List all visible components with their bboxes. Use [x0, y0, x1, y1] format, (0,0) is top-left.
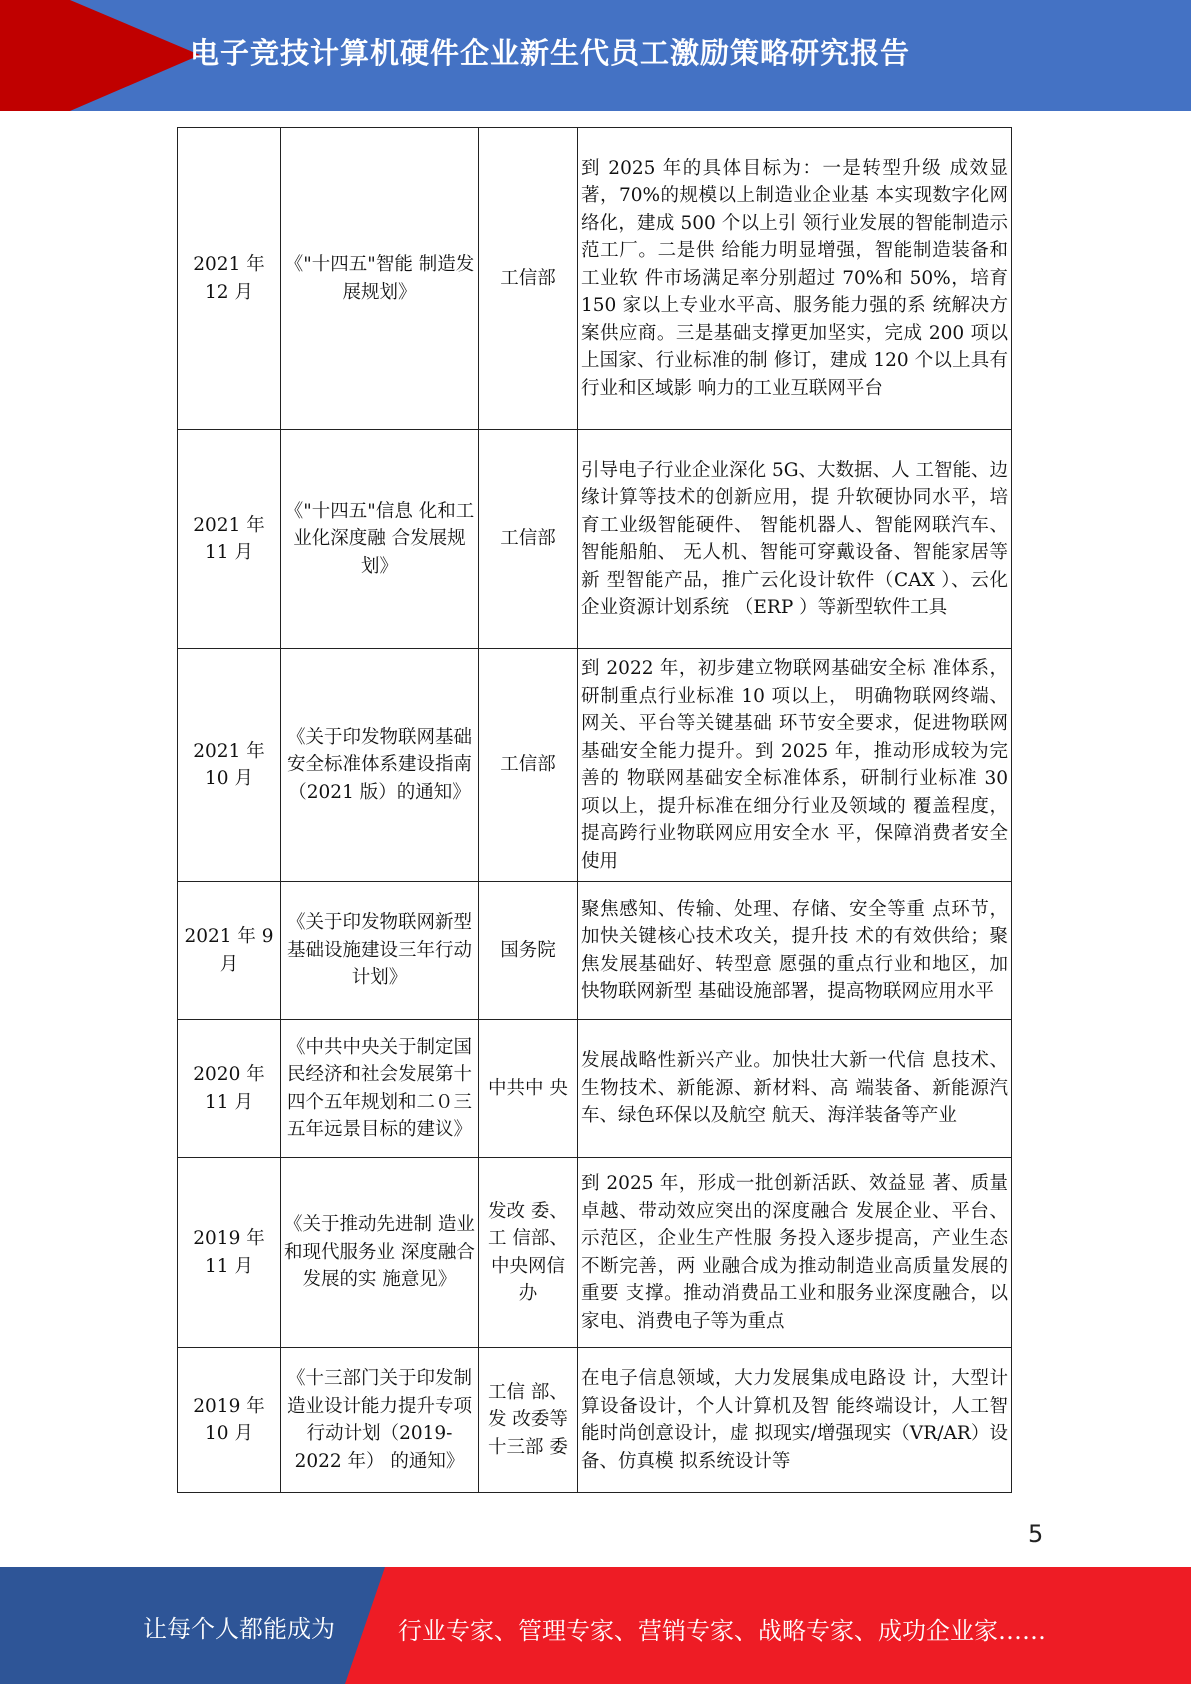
- page-footer: [0, 1567, 1191, 1684]
- policy-title-cell: 《中共中央关于制定国民经济和社会发展第十四个五年规划和二０三五年远景目标的建议》: [281, 1020, 479, 1158]
- footer-blue-slant: [345, 1567, 385, 1684]
- date-cell: 2021 年 12 月: [178, 128, 281, 430]
- header-chevron: [70, 0, 200, 111]
- date-cell: 2019 年 10 月: [178, 1348, 281, 1493]
- date-cell: 2021 年 11 月: [178, 430, 281, 649]
- content-cell: 到 2025 年的具体目标为：一是转型升级 成效显著，70%的规模以上制造业企业基 本实现数字化网络化，建成 500 个以上引 领行业发展的智能制造示范工厂。二是供 给能力明显增强，智能制造装备和工业软 件市场满足率分别超过 70%和 50%，培育 150 家以上专业水平高、服务能力强的系 统解决方案供应商。三是基础支撑更加坚实，完成 200 项以上国家、行业标准的制 修订，建成 120 个以上具有行业和区域影 响力的工业互联网平台: [578, 128, 1012, 430]
- table-row: [178, 128, 1012, 430]
- content-cell: 到 2022 年，初步建立物联网基础安全标 准体系，研制重点行业标准 10 项以上， 明确物联网终端、网关、平台等关键基础 环节安全要求，促进物联网基础安全能力提升。到 2025 年，推动形成较为完善的 物联网基础安全标准体系，研制行业标准 30 项以上，提升标准在细分行业及领域的 覆盖程度，提高跨行业物联网应用安全水 平，保障消费者安全使用: [578, 649, 1012, 882]
- policy-title-cell: 《关于推动先进制 造业和现代服务业 深度融合发展的实 施意见》: [281, 1158, 479, 1348]
- page-header: [0, 0, 1191, 111]
- table-row: [178, 882, 1012, 1020]
- date-cell: 2021 年 10 月: [178, 649, 281, 882]
- policy-title-cell: 《"十四五"智能 制造发展规划》: [281, 128, 479, 430]
- department-cell: 工信 部、发 改委等十三部 委: [479, 1348, 578, 1493]
- policy-title-cell: 《关于印发物联网基础安全标准体系建设指南（2021 版）的通知》: [281, 649, 479, 882]
- report-title: 电子竞技计算机硬件企业新生代员工激励策略研究报告: [190, 36, 911, 70]
- footer-slogan-right: 行业专家、管理专家、营销专家、战略专家、成功企业家……: [398, 1617, 1046, 1645]
- table-row: [178, 649, 1012, 882]
- department-cell: 中共中 央: [479, 1020, 578, 1158]
- department-cell: 国务院: [479, 882, 578, 1020]
- policy-title-cell: 《关于印发物联网新型基础设施建设三年行动计划》: [281, 882, 479, 1020]
- content-cell: 聚焦感知、传输、处理、存储、安全等重 点环节，加快关键核心技术攻关，提升技 术的有效供给；聚焦发展基础好、转型意 愿强的重点行业和地区，加快物联网新型 基础设施部署，提高物联网应用水平: [578, 882, 1012, 1020]
- content-cell: 引导电子行业企业深化 5G、大数据、人 工智能、边缘计算等技术的创新应用，提 升软硬协同水平，培育工业级智能硬件、 智能机器人、智能网联汽车、智能船舶、 无人机、智能可穿戴设备、智能家居等新 型智能产品，推广云化设计软件（CAX ）、云化企业资源计划系统 （ERP ）等新型软件工具: [578, 430, 1012, 649]
- department-cell: 发改 委、工 信部、中央网信办: [479, 1158, 578, 1348]
- department-cell: 工信部: [479, 430, 578, 649]
- footer-slogan-left: 让每个人都能成为: [143, 1615, 335, 1643]
- department-cell: 工信部: [479, 649, 578, 882]
- policy-title-cell: 《十三部门关于印发制造业设计能力提升专项行动计划（2019-2022 年） 的通知》: [281, 1348, 479, 1493]
- policy-title-cell: 《"十四五"信息 化和工业化深度融 合发展规划》: [281, 430, 479, 649]
- policy-table: [177, 127, 1012, 1493]
- table-row: [178, 430, 1012, 649]
- header-red-block: [0, 0, 70, 111]
- date-cell: 2020 年 11 月: [178, 1020, 281, 1158]
- content-cell: 到 2025 年，形成一批创新活跃、效益显 著、质量卓越、带动效应突出的深度融合 发展企业、平台、示范区，企业生产性服 务投入逐步提高，产业生态不断完善，两 业融合成为推动制造业高质量发展的重要 支撑。推动消费品工业和服务业深度融合，以家电、消费电子等为重点: [578, 1158, 1012, 1348]
- page-number: 5: [1028, 1520, 1044, 1548]
- department-cell: 工信部: [479, 128, 578, 430]
- table-row: [178, 1020, 1012, 1158]
- content-cell: 在电子信息领域，大力发展集成电路设 计，大型计算设备设计，个人计算机及智 能终端设计，人工智能时尚创意设计，虚 拟现实/增强现实（VR/AR）设备、仿真模 拟系统设计等: [578, 1348, 1012, 1493]
- table-row: [178, 1158, 1012, 1348]
- date-cell: 2019 年 11 月: [178, 1158, 281, 1348]
- content-cell: 发展战略性新兴产业。加快壮大新一代信 息技术、生物技术、新能源、新材料、高 端装备、新能源汽车、绿色环保以及航空 航天、海洋装备等产业: [578, 1020, 1012, 1158]
- table-row: [178, 1348, 1012, 1493]
- date-cell: 2021 年 9 月: [178, 882, 281, 1020]
